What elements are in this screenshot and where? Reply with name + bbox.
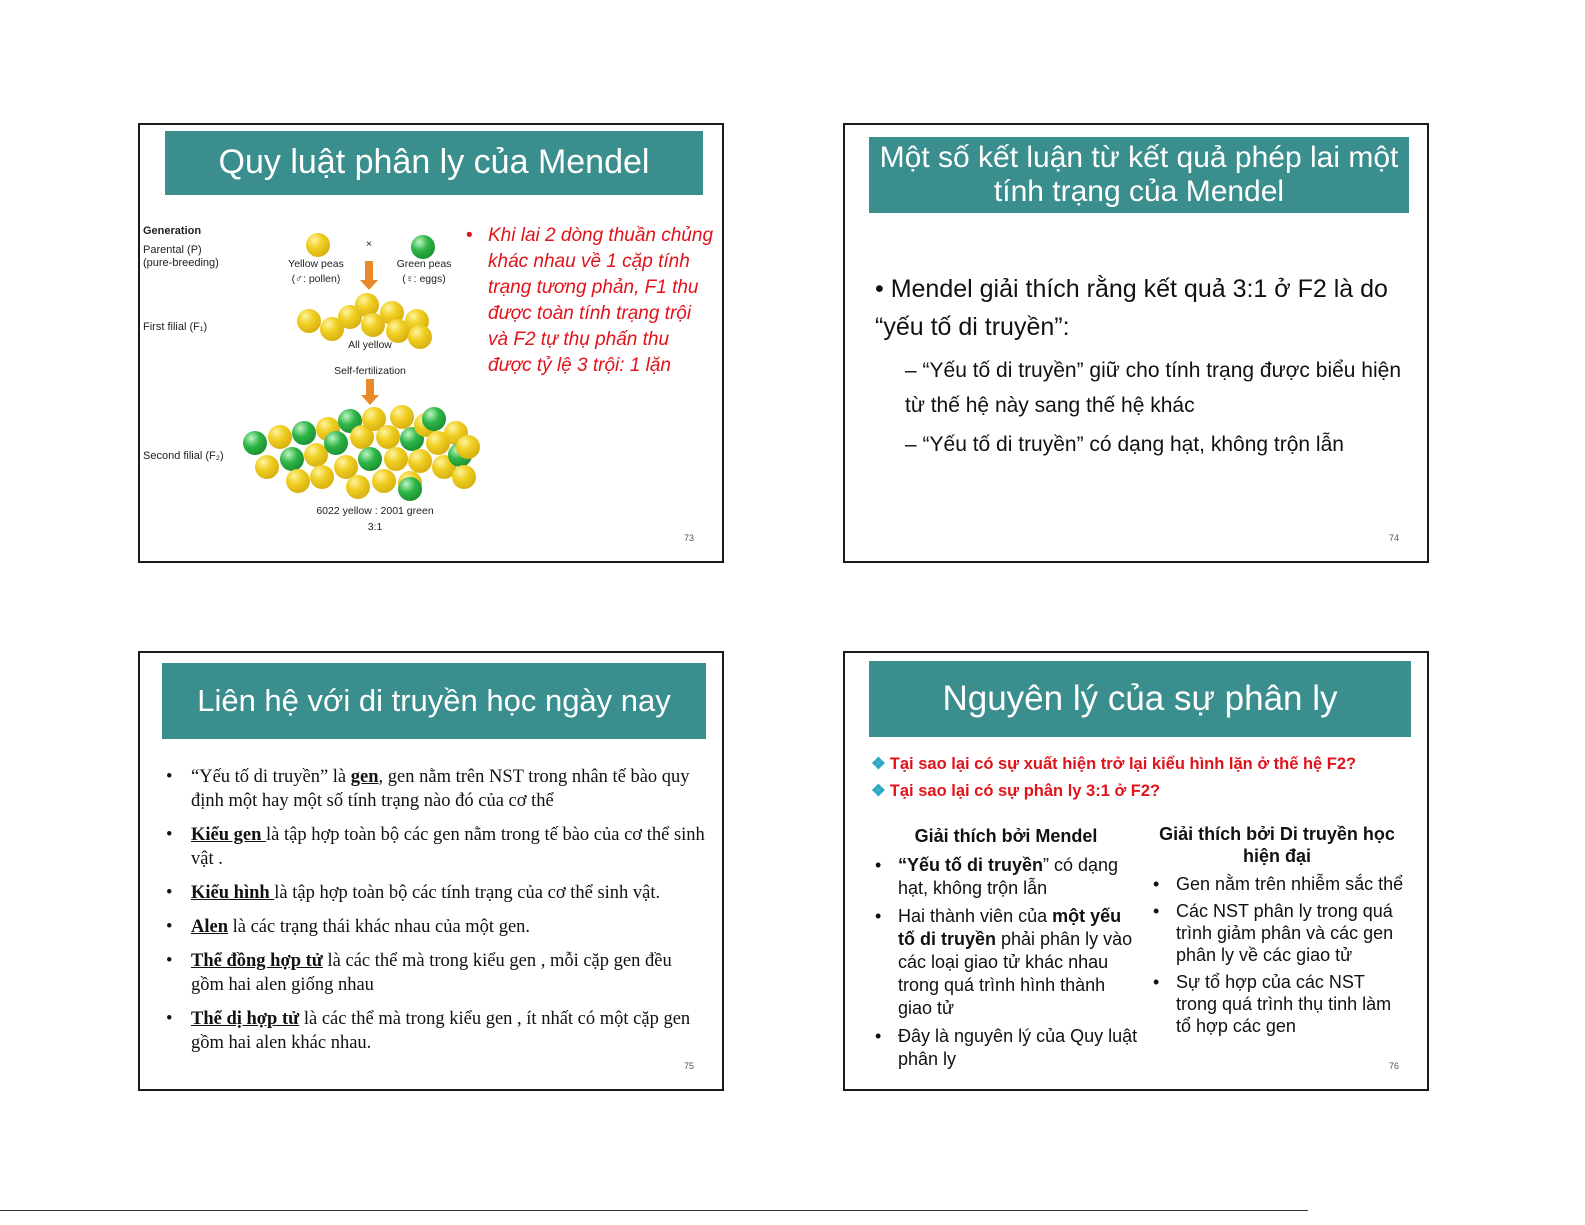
list-item: • “Yếu tố di truyền” là gen, gen nằm trên NST trong nhân tế bào quy định một hay một số tính trạng nào đó của cơ thể xyxy=(166,765,706,813)
bullet: • xyxy=(466,225,473,246)
list-item: • Kiểu hình là tập hợp toàn bộ các tính trạng của cơ thể sinh vật. xyxy=(166,881,706,905)
arrow-down-icon xyxy=(366,379,374,396)
all-yellow-label: All yellow xyxy=(348,339,392,351)
parental-label: Parental (P) xyxy=(143,244,202,256)
list-item: • Hai thành viên của một yếu tố di truyền phải phân ly vào các loại giao tử khác nhau trong quá trình hình thành giao tử xyxy=(871,905,1141,1020)
self-fertilization-label: Self-fertilization xyxy=(334,365,406,377)
arrow-down-icon xyxy=(365,261,373,281)
list-item: • Đây là nguyên lý của Quy luật phân ly xyxy=(871,1025,1141,1071)
f2-pea xyxy=(255,455,279,479)
slide-title: Liên hệ với di truyền học ngày nay xyxy=(162,663,706,739)
f1-pea xyxy=(408,325,432,349)
f2-pea xyxy=(372,469,396,493)
slide-75 xyxy=(138,651,724,1091)
f2-pea xyxy=(358,447,382,471)
term: Thể đồng hợp tử xyxy=(191,951,323,971)
generation-label: Generation xyxy=(143,225,202,237)
sub-bullet-1: – “Yếu tố di truyền” giữ cho tính trạng được biểu hiện từ thế hệ này sang thế hệ khác xyxy=(905,359,1402,417)
f1-pea xyxy=(297,309,321,333)
page-divider xyxy=(0,1210,1308,1211)
ratio-label: 3:1 xyxy=(367,521,383,533)
green-peas-label: Green peas xyxy=(396,258,452,270)
term: Alen xyxy=(191,917,228,937)
slide-title: Quy luật phân ly của Mendel xyxy=(165,131,703,195)
main-bullet: • Mendel giải thích rằng kết quả 3:1 ở F2 là do “yếu tố di truyền”: xyxy=(875,275,1388,341)
f2-counts-label: 6022 yellow : 2001 green xyxy=(316,505,434,517)
list-item: • Thể đồng hợp tử là các thể mà trong kiểu gen , mỗi cặp gen đều gồm hai alen giống nhau xyxy=(166,949,706,997)
f2-pea xyxy=(243,431,267,455)
column-heading: Giải thích bởi Mendel xyxy=(914,826,1098,846)
page-number: 76 xyxy=(1388,1061,1399,1071)
list-item: • Sự tổ hợp của các NST trong quá trình thụ tinh làm tổ hợp các gen xyxy=(1149,971,1405,1037)
definition-list xyxy=(166,765,706,1065)
diamond-bullet-icon: ❖ xyxy=(871,782,886,800)
page-number: 74 xyxy=(1388,533,1399,543)
yellow-pea-parent xyxy=(306,233,330,257)
red-note xyxy=(466,223,714,379)
list-item: • Gen nằm trên nhiễm sắc thể xyxy=(1149,873,1405,895)
cross-symbol: × xyxy=(365,238,373,250)
pure-breeding-label: (pure-breeding) xyxy=(143,257,219,269)
term: Kiểu hình xyxy=(191,883,275,903)
f2-pea xyxy=(268,425,292,449)
list-item: • Kiểu gen là tập hợp toàn bộ các gen nằm trong tế bào của cơ thể sinh vật . xyxy=(166,823,706,871)
list-item: • “Yếu tố di truyền” có dạng hạt, không trộn lẫn xyxy=(871,854,1141,900)
term: gen xyxy=(350,767,379,787)
f2-pea xyxy=(398,477,422,501)
sub-bullet-2: – “Yếu tố di truyền” có dạng hạt, không trộn lẫn xyxy=(905,433,1344,456)
first-filial-label: First filial (F₁) xyxy=(143,321,208,333)
f2-pea xyxy=(456,435,480,459)
question-2: ❖ Tại sao lại có sự phân ly 3:1 ở F2? xyxy=(871,782,1161,800)
f2-pea xyxy=(346,475,370,499)
slide-76 xyxy=(843,651,1429,1091)
diamond-bullet-icon: ❖ xyxy=(871,755,886,773)
term: Thể dị hợp tử xyxy=(191,1009,300,1029)
f2-pea xyxy=(324,431,348,455)
f2-pea xyxy=(310,465,334,489)
f2-pea xyxy=(452,465,476,489)
f2-pea xyxy=(390,405,414,429)
question-1: ❖ Tại sao lại có sự xuất hiện trở lại kiểu hình lặn ở thế hệ F2? xyxy=(871,755,1357,773)
f2-pea xyxy=(292,421,316,445)
eggs-label: (♀: eggs) xyxy=(402,273,446,285)
f2-pea xyxy=(408,449,432,473)
yellow-peas-label: Yellow peas xyxy=(288,258,344,270)
green-pea-parent xyxy=(411,235,435,259)
term: Kiểu gen xyxy=(191,825,267,845)
f2-pea xyxy=(384,447,408,471)
note-text: Khi lai 2 dòng thuần chủng khác nhau về 1 cặp tính trạng tương phản, F1 thu được toàn tính trạng trội và F2 tự thụ phấn thu được tỷ lệ 3 trội: 1 lặn xyxy=(488,225,714,376)
f2-pea xyxy=(286,469,310,493)
page-number: 75 xyxy=(683,1061,694,1071)
column-heading: Giải thích bởi Di truyền học hiện đại xyxy=(1159,824,1395,866)
list-item: • Thể dị hợp tử là các thể mà trong kiểu gen , ít nhất có một cặp gen gồm hai alen khác nhau. xyxy=(166,1007,706,1055)
f2-pea xyxy=(280,447,304,471)
slide-title: Nguyên lý của sự phân ly xyxy=(869,661,1411,737)
slide-73 xyxy=(138,123,724,563)
list-item: • Các NST phân ly trong quá trình giảm phân và các gen phân ly về các giao tử xyxy=(1149,900,1405,966)
list-item: • Alen là các trạng thái khác nhau của một gen. xyxy=(166,915,706,939)
slide-title: Một số kết luận từ kết quả phép lai một tính trạng của Mendel xyxy=(869,137,1409,213)
f2-pea xyxy=(422,407,446,431)
pollen-label: (♂: pollen) xyxy=(291,273,341,285)
slide-74 xyxy=(843,123,1429,563)
mendel-column xyxy=(871,825,1141,1076)
modern-genetics-column xyxy=(1149,823,1405,1042)
second-filial-label: Second filial (F₂) xyxy=(143,450,224,462)
f2-pea xyxy=(376,425,400,449)
page-number: 73 xyxy=(683,533,694,543)
